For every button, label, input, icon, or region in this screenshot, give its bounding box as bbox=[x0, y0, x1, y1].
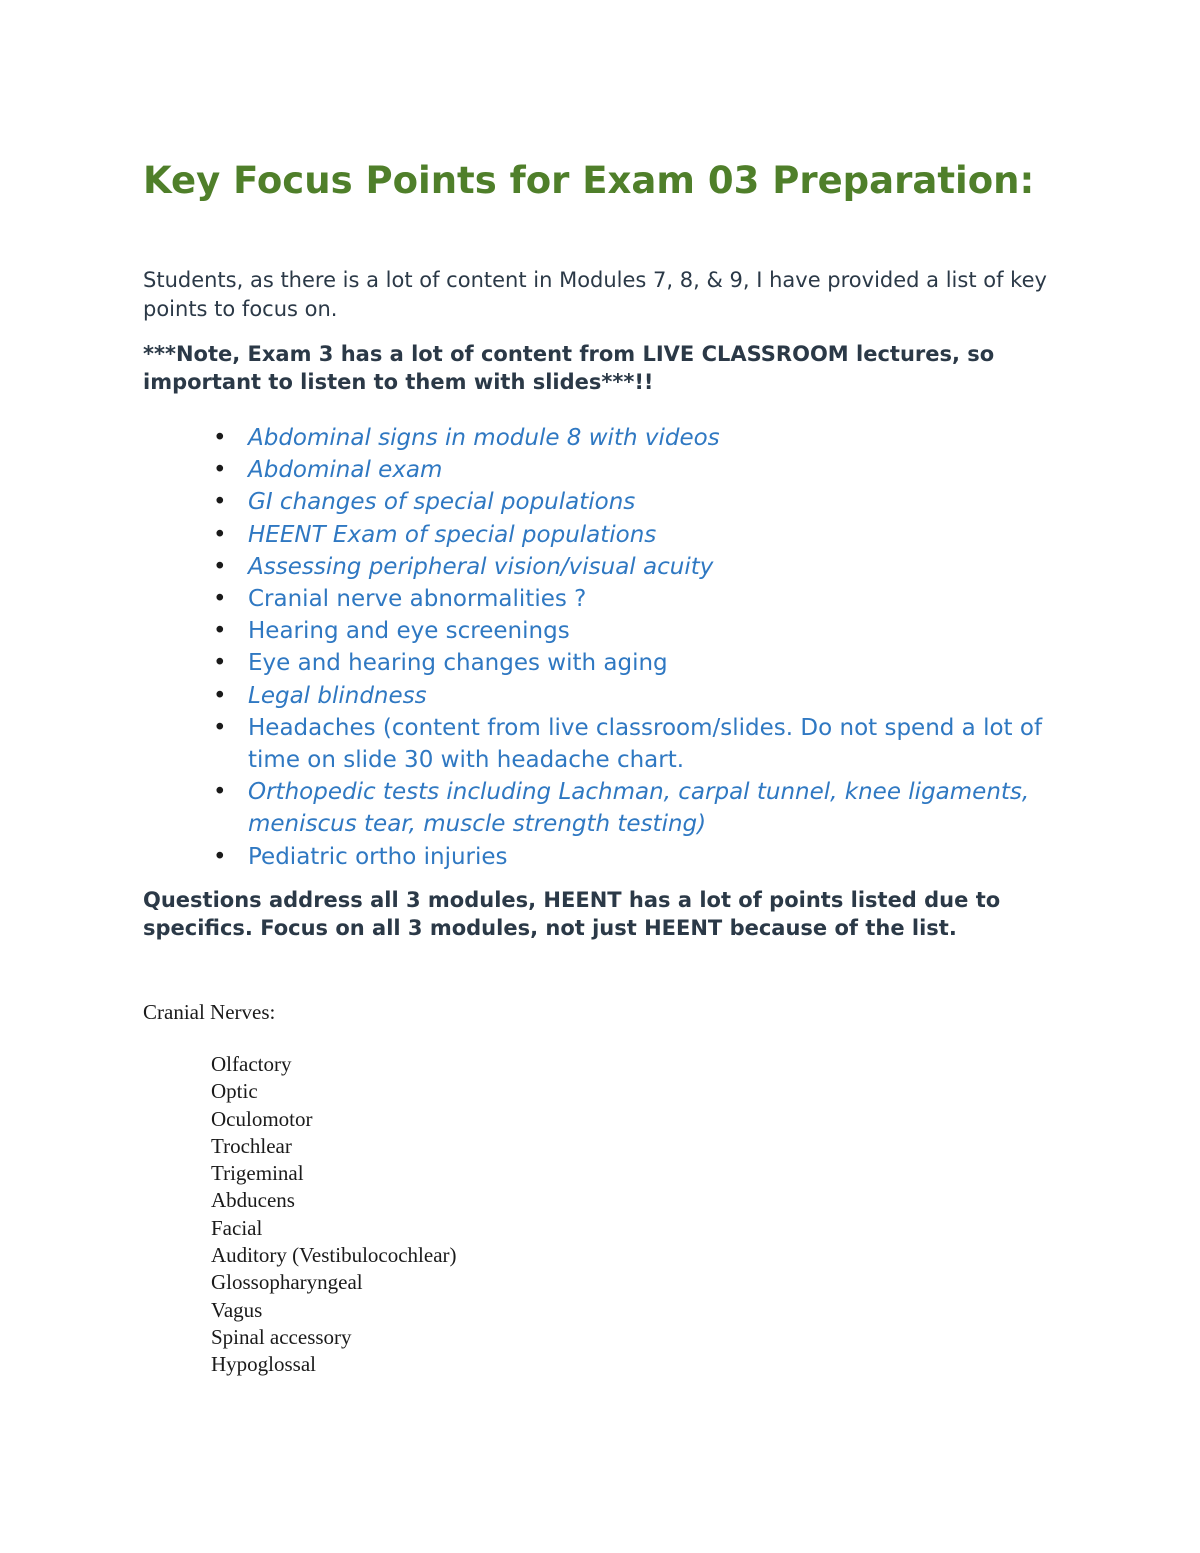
bullet-icon: • bbox=[213, 521, 227, 548]
list-item bbox=[210, 422, 1070, 454]
focus-point-text: Eye and hearing changes with aging bbox=[248, 650, 668, 677]
list-item bbox=[210, 454, 1070, 486]
bullet-icon: • bbox=[213, 618, 227, 645]
focus-point-text: Abdominal exam bbox=[248, 457, 443, 484]
list-item bbox=[210, 776, 1070, 840]
list-item: Spinal accessory bbox=[211, 1324, 352, 1349]
list-item bbox=[210, 712, 1070, 776]
list-item bbox=[210, 551, 1070, 583]
list-item: Oculomotor bbox=[211, 1106, 313, 1131]
list-item bbox=[210, 647, 1070, 679]
bullet-icon: • bbox=[213, 425, 227, 451]
list-item bbox=[210, 583, 1070, 615]
bullet-icon: • bbox=[213, 586, 227, 613]
list-item bbox=[210, 615, 1070, 647]
intro-paragraph: Students, as there is a lot of content in Modules 7, 8, & 9, I have provided a list of key points to focus on. bbox=[143, 268, 1047, 321]
summary-paragraph: Questions address all 3 modules, HEENT has a lot of points listed due to specifics. Focus on all 3 modules, not just HEENT because of the list. bbox=[143, 888, 1001, 940]
focus-point-text: Orthopedic tests including Lachman, carpal tunnel, knee ligaments, meniscus tear, muscle strength testing) bbox=[248, 779, 1030, 838]
list-item: Auditory (Vestibulocochlear) bbox=[211, 1243, 457, 1268]
note-paragraph: ***Note, Exam 3 has a lot of content from LIVE CLASSROOM lectures, so important to listen to them with slides***!! bbox=[143, 342, 995, 394]
list-item: Vagus bbox=[211, 1297, 263, 1322]
list-item: Olfactory bbox=[211, 1052, 292, 1076]
list-item: Optic bbox=[211, 1079, 258, 1104]
focus-point-text: Hearing and eye screenings bbox=[248, 618, 570, 645]
list-item bbox=[210, 680, 1070, 712]
list-item bbox=[210, 841, 1070, 873]
bullet-icon: • bbox=[213, 714, 227, 741]
bullet-icon: • bbox=[213, 682, 227, 709]
focus-point-text: Headaches (content from live classroom/slides. Do not spend a lot of time on slide 30 with headache chart. bbox=[248, 714, 1043, 774]
focus-point-text: Cranial nerve abnormalities ? bbox=[248, 586, 587, 613]
bullet-icon: • bbox=[213, 457, 227, 484]
list-item: Trochlear bbox=[211, 1133, 292, 1158]
focus-point-text: Legal blindness bbox=[248, 682, 427, 709]
list-item: Abducens bbox=[211, 1188, 295, 1213]
list-item: Hypoglossal bbox=[211, 1352, 316, 1377]
bullet-icon: • bbox=[213, 489, 227, 516]
bullet-icon: • bbox=[213, 650, 227, 677]
document-title: Key Focus Points for Exam 03 Preparation: bbox=[143, 159, 1035, 202]
focus-point-text: HEENT Exam of special populations bbox=[248, 521, 657, 548]
bullet-icon: • bbox=[213, 553, 227, 580]
bullet-icon: • bbox=[213, 779, 227, 806]
bullet-icon: • bbox=[213, 843, 227, 870]
list-item: Facial bbox=[211, 1215, 263, 1240]
focus-point-text: GI changes of special populations bbox=[248, 489, 636, 516]
cranial-nerves-heading: Cranial Nerves: bbox=[143, 1000, 276, 1024]
list-item bbox=[210, 519, 1070, 551]
list-item bbox=[210, 486, 1070, 518]
list-item: Trigeminal bbox=[211, 1161, 304, 1186]
focus-point-text: Pediatric ortho injuries bbox=[248, 843, 508, 870]
focus-point-text: Abdominal signs in module 8 with videos bbox=[248, 425, 720, 451]
focus-points-list bbox=[210, 422, 1070, 873]
focus-point-text: Assessing peripheral vision/visual acuity bbox=[248, 553, 714, 580]
list-item: Glossopharyngeal bbox=[211, 1270, 363, 1295]
cranial-nerves-list bbox=[211, 1051, 457, 1379]
